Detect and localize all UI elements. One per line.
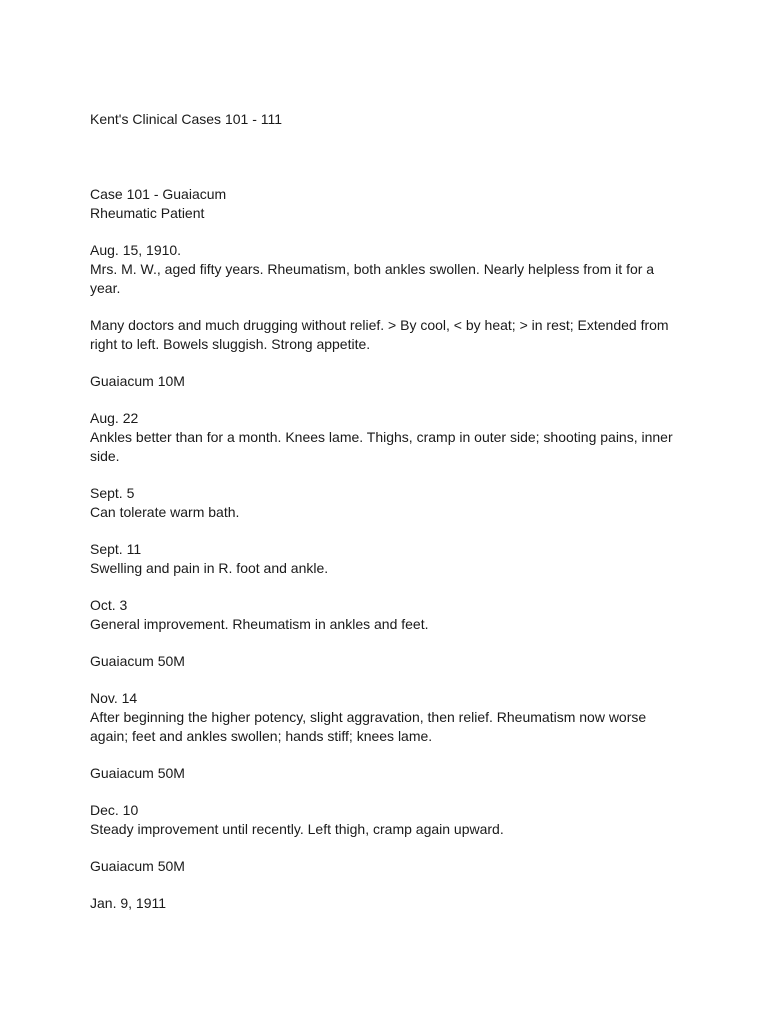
entry-block	[90, 596, 680, 634]
entry-block	[90, 409, 680, 466]
entry-text: Ankles better than for a month. Knees lame. Thighs, cramp in outer side; shooting pains, inner side.	[90, 429, 673, 464]
entry-date: Aug. 15, 1910.	[90, 242, 182, 258]
entry-date: Aug. 22	[90, 410, 139, 426]
entry-block	[90, 316, 680, 354]
remedy-line: Guaiacum 50M	[90, 653, 185, 669]
remedy-line: Guaiacum 50M	[90, 765, 185, 781]
title-spacer	[90, 129, 680, 185]
entry-text: General improvement. Rheumatism in ankles and feet.	[90, 616, 429, 632]
entry-text: Steady improvement until recently. Left thigh, cramp again upward.	[90, 821, 504, 837]
entry-block	[90, 689, 680, 746]
entry-block	[90, 764, 680, 783]
entry-block	[90, 372, 680, 391]
case-heading-block	[90, 185, 680, 223]
entry-text: After beginning the higher potency, slight aggravation, then relief. Rheumatism now worse again; feet and ankles swollen; hands stiff; knees lame.	[90, 709, 647, 744]
entry-block	[90, 652, 680, 671]
document-title: Kent's Clinical Cases 101 - 111	[90, 111, 283, 127]
entry-text: Can tolerate warm bath.	[90, 504, 240, 520]
entry-date: Oct. 3	[90, 597, 128, 613]
remedy-line: Guaiacum 50M	[90, 858, 185, 874]
entry-date: Sept. 11	[90, 541, 142, 557]
entry-date: Jan. 9, 1911	[90, 895, 167, 911]
remedy-line: Guaiacum 10M	[90, 373, 185, 389]
entry-block	[90, 857, 680, 876]
entry-block	[90, 241, 680, 298]
entry-block	[90, 484, 680, 522]
entry-date: Nov. 14	[90, 690, 138, 706]
entry-text: Many doctors and much drugging without relief. > By cool, < by heat; > in rest; Extended from right to left. Bowels sluggish. Strong appetite.	[90, 317, 669, 352]
entry-text: Swelling and pain in R. foot and ankle.	[90, 560, 329, 576]
case-heading: Case 101 - Guaiacum	[90, 186, 227, 202]
entry-text: Mrs. M. W., aged fifty years. Rheumatism, both ankles swollen. Nearly helpless from it for a year.	[90, 261, 655, 296]
case-subheading: Rheumatic Patient	[90, 205, 205, 221]
entry-block	[90, 894, 680, 913]
document-page	[90, 110, 680, 931]
entry-date: Dec. 10	[90, 802, 139, 818]
entry-date: Sept. 5	[90, 485, 135, 501]
entry-block	[90, 801, 680, 839]
entry-block	[90, 540, 680, 578]
